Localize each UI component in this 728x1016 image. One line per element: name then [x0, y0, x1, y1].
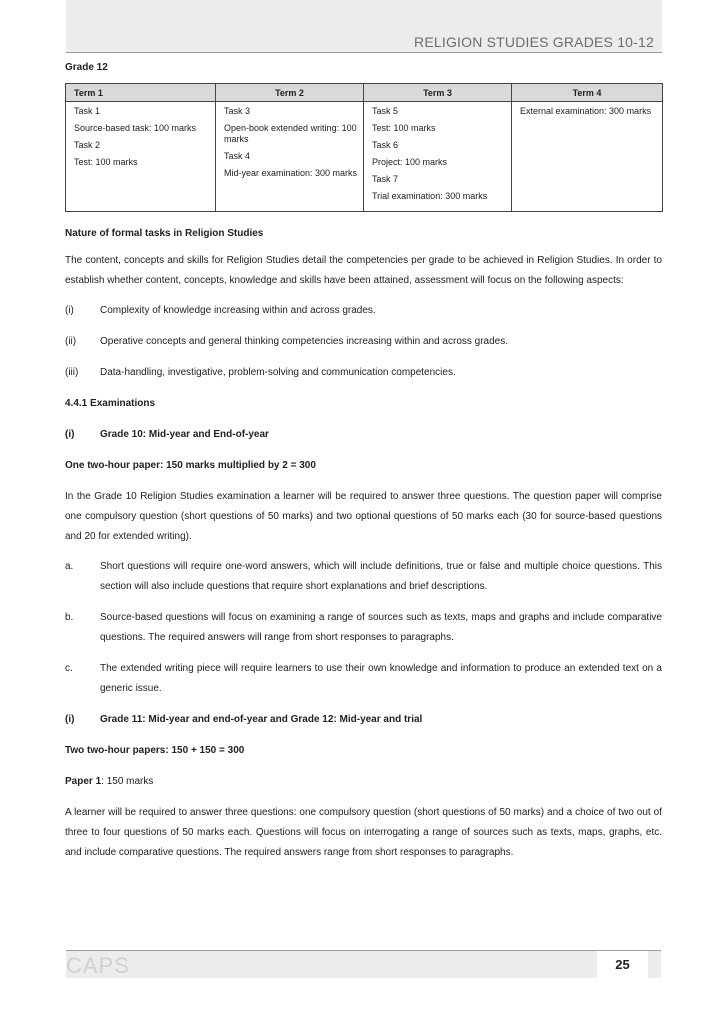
list-label: (i): [65, 714, 75, 725]
table-header: Term 1: [66, 84, 216, 102]
section-heading-examinations: 4.4.1 Examinations: [65, 398, 156, 409]
list-text: Short questions will require one-word answers, which will include definitions, true or false and multiple choice questions. This section will also include questions that require short explanations and brief descriptions.: [100, 561, 662, 592]
cell-line: Project: 100 marks: [372, 157, 448, 167]
subheading-grade-11-12: [65, 710, 662, 730]
table-header: Term 3: [364, 84, 512, 102]
list-item: [65, 557, 662, 597]
subheading-grade-10: [65, 425, 662, 445]
table-header-row: [66, 84, 663, 102]
paper-1-value: : 150 marks: [101, 776, 154, 787]
paragraph-grade-10: In the Grade 10 Religion Studies examination a learner will be required to answer three questions. The question paper will comprise one compulsory question (short questions of 50 marks) and two optional questions of 50 marks each (30 for source-based questions and 20 for extended writing).: [65, 491, 662, 542]
list-item: [65, 608, 662, 648]
list-item: [65, 363, 662, 383]
table-cell-term-4: [512, 102, 663, 212]
paragraph-grade-11-12: A learner will be required to answer three questions: one compulsory question (short questions of 50 marks) and a choice of two out of three to four questions of 50 marks each. Questions will focus on interrogating a range of sources such as texts, maps, graphs, etc. and include comparative questions. The required answers range from short responses to paragraphs.: [65, 807, 662, 858]
page-number: 25: [597, 951, 648, 978]
list-item: [65, 659, 662, 699]
cell-line: Task 1: [74, 106, 101, 116]
list-text: Source-based questions will focus on examining a range of sources such as texts, maps and graphs and include comparative questions. The required answers will range from short responses to paragraphs.: [100, 612, 662, 643]
cell-line: Open-book extended writing: 100 marks: [224, 123, 357, 144]
subheading-text: Grade 10: Mid-year and End-of-year: [100, 429, 269, 440]
table-cell-term-1: [66, 102, 216, 212]
cell-line: Task 5: [372, 106, 399, 116]
list-label: (iii): [65, 367, 79, 378]
footer-caps-label: CAPS: [66, 953, 130, 978]
list-text: Operative concepts and general thinking competencies increasing within and across grades.: [100, 336, 509, 347]
table-cell-term-2: [216, 102, 364, 212]
paper-1-label: Paper 1: [65, 776, 102, 787]
paper-line: One two-hour paper: 150 marks multiplied by 2 = 300: [65, 460, 316, 471]
header-rule: [66, 52, 662, 53]
paragraph-nature: The content, concepts and skills for Religion Studies detail the competencies per grade to be achieved in Religion Studies. In order to establish whether content, concepts, knowledge and skills have been attained, assessment will focus on the following aspects:: [65, 255, 662, 286]
cell-line: External examination: 300 marks: [520, 106, 652, 116]
page-content: [65, 62, 662, 863]
list-label: c.: [65, 663, 73, 674]
footer-rule: [66, 950, 661, 951]
section-heading-nature: Nature of formal tasks in Religion Studies: [65, 228, 264, 239]
cell-line: Task 2: [74, 140, 101, 150]
cell-line: Source-based task: 100 marks: [74, 123, 197, 133]
table-header: Term 2: [216, 84, 364, 102]
list-label: b.: [65, 612, 74, 623]
list-label: a.: [65, 561, 74, 572]
list-label: (i): [65, 429, 75, 440]
assessment-table: [65, 83, 663, 212]
header-band: [66, 0, 662, 52]
paper-1-line: [65, 772, 662, 792]
cell-line: Task 3: [224, 106, 251, 116]
grade-label: Grade 12: [65, 62, 108, 73]
cell-line: Task 4: [224, 151, 251, 161]
list-label: (i): [65, 305, 74, 316]
cell-line: Trial examination: 300 marks: [372, 191, 488, 201]
list-text: The extended writing piece will require learners to use their own knowledge and information to produce an extended text on a generic issue.: [100, 663, 662, 694]
papers-line: Two two-hour papers: 150 + 150 = 300: [65, 745, 245, 756]
header-title: RELIGION STUDIES GRADES 10-12: [414, 34, 654, 50]
table-header: Term 4: [512, 84, 663, 102]
cell-line: Task 6: [372, 140, 399, 150]
table-cell-term-3: [364, 102, 512, 212]
cell-line: Mid-year examination: 300 marks: [224, 168, 358, 178]
footer-band: [66, 950, 661, 978]
subheading-text: Grade 11: Mid-year and end-of-year and Grade 12: Mid-year and trial: [100, 714, 423, 725]
list-label: (ii): [65, 336, 77, 347]
cell-line: Task 7: [372, 174, 399, 184]
cell-line: Test: 100 marks: [74, 157, 138, 167]
list-item: [65, 301, 662, 321]
table-row: [66, 102, 663, 212]
cell-line: Test: 100 marks: [372, 123, 436, 133]
list-text: Data-handling, investigative, problem-solving and communication competencies.: [100, 367, 456, 378]
list-text: Complexity of knowledge increasing within and across grades.: [100, 305, 376, 316]
list-item: [65, 332, 662, 352]
